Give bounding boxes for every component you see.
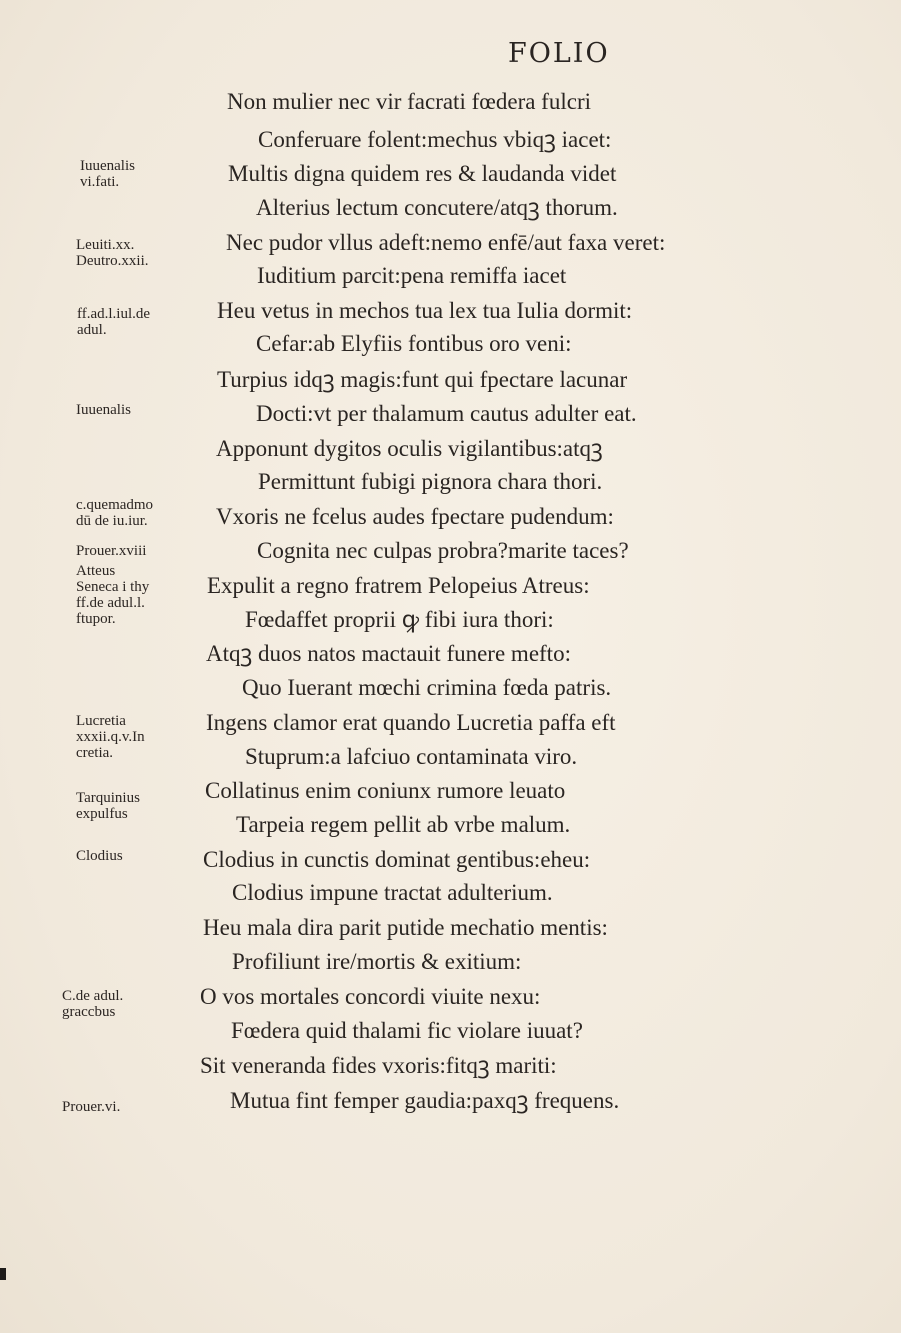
verse-line: Fœdaffet proprii ꝙ fibi iura thori: xyxy=(245,607,554,632)
verse-line: Iuditium parcit:pena remiffa iacet xyxy=(257,263,567,288)
margin-gloss: Iuuenalis xyxy=(76,402,131,418)
ink-mark xyxy=(0,1268,6,1280)
folio-header: FOLIO xyxy=(508,38,610,69)
verse-line: Collatinus enim coniunx rumore leuato xyxy=(205,778,566,803)
margin-gloss: C.de adul. graccbus xyxy=(62,988,124,1020)
margin-gloss: Prouer.xviii xyxy=(76,543,147,559)
verse-line: Fœdera quid thalami fic violare iuuat? xyxy=(231,1018,583,1043)
margin-gloss: Prouer.vi. xyxy=(62,1099,121,1115)
verse-line: Nec pudor vllus adeft:nemo enfē/aut faxa veret: xyxy=(226,230,666,255)
margin-gloss: Leuiti.xx. Deutro.xxii. xyxy=(76,237,149,269)
verse-line: Mutua fint femper gaudia:paxqꝫ frequens. xyxy=(230,1088,620,1113)
verse-line: Multis digna quidem res & laudanda videt xyxy=(228,161,617,186)
verse-line: Atqꝫ duos natos mactauit funere mefto: xyxy=(206,641,571,666)
verse-line: Heu vetus in mechos tua lex tua Iulia dormit: xyxy=(217,298,633,323)
verse-line: O vos mortales concordi viuite nexu: xyxy=(200,984,541,1009)
verse-line: Turpius idqꝫ magis:funt qui fpectare lacunar xyxy=(217,367,628,392)
verse-line: Cefar:ab Elyfiis fontibus oro veni: xyxy=(256,331,572,356)
verse-line: Alterius lectum concutere/atqꝫ thorum. xyxy=(256,195,618,220)
margin-gloss: Tarquinius expulfus xyxy=(76,790,140,822)
verse-line: Vxoris ne fcelus audes fpectare pudendum: xyxy=(216,504,614,529)
verse-line: Expulit a regno fratrem Pelopeius Atreus: xyxy=(207,573,590,598)
margin-gloss: Clodius xyxy=(76,848,123,864)
verse-line: Apponunt dygitos oculis vigilantibus:atqꝫ xyxy=(216,436,603,461)
verse-line: Permittunt fubigi pignora chara thori. xyxy=(258,469,603,494)
verse-line: Conferuare folent:mechus vbiqꝫ iacet: xyxy=(258,127,612,152)
verse-line: Heu mala dira parit putide mechatio mentis: xyxy=(203,915,608,940)
verse-line: Cognita nec culpas probra?marite taces? xyxy=(257,538,629,563)
verse-line: Docti:vt per thalamum cautus adulter eat. xyxy=(256,401,637,426)
verse-line: Clodius in cunctis dominat gentibus:eheu: xyxy=(203,847,591,872)
verse-line: Sit veneranda fides vxoris:fitqꝫ mariti: xyxy=(200,1053,557,1078)
verse-line: Ingens clamor erat quando Lucretia paffa eft xyxy=(206,710,616,735)
verse-line: Non mulier nec vir facrati fœdera fulcri xyxy=(227,89,591,114)
margin-gloss: Iuuenalis vi.fati. xyxy=(80,158,135,190)
margin-gloss: Atteus Seneca i thy ff.de adul.l. ftupor. xyxy=(76,563,150,627)
margin-gloss: ff.ad.l.iul.de adul. xyxy=(77,306,151,338)
verse-line: Profiliunt ire/mortis & exitium: xyxy=(232,949,522,974)
verse-line: Clodius impune tractat adulterium. xyxy=(232,880,553,905)
verse-line: Tarpeia regem pellit ab vrbe malum. xyxy=(236,812,571,837)
margin-gloss: Lucretia xxxii.q.v.In cretia. xyxy=(76,713,145,761)
margin-gloss: c.quemadmo dū de iu.iur. xyxy=(76,497,154,529)
verse-line: Stuprum:a lafciuo contaminata viro. xyxy=(245,744,578,769)
verse-line: Quo Iuerant mœchi crimina fœda patris. xyxy=(242,675,612,700)
